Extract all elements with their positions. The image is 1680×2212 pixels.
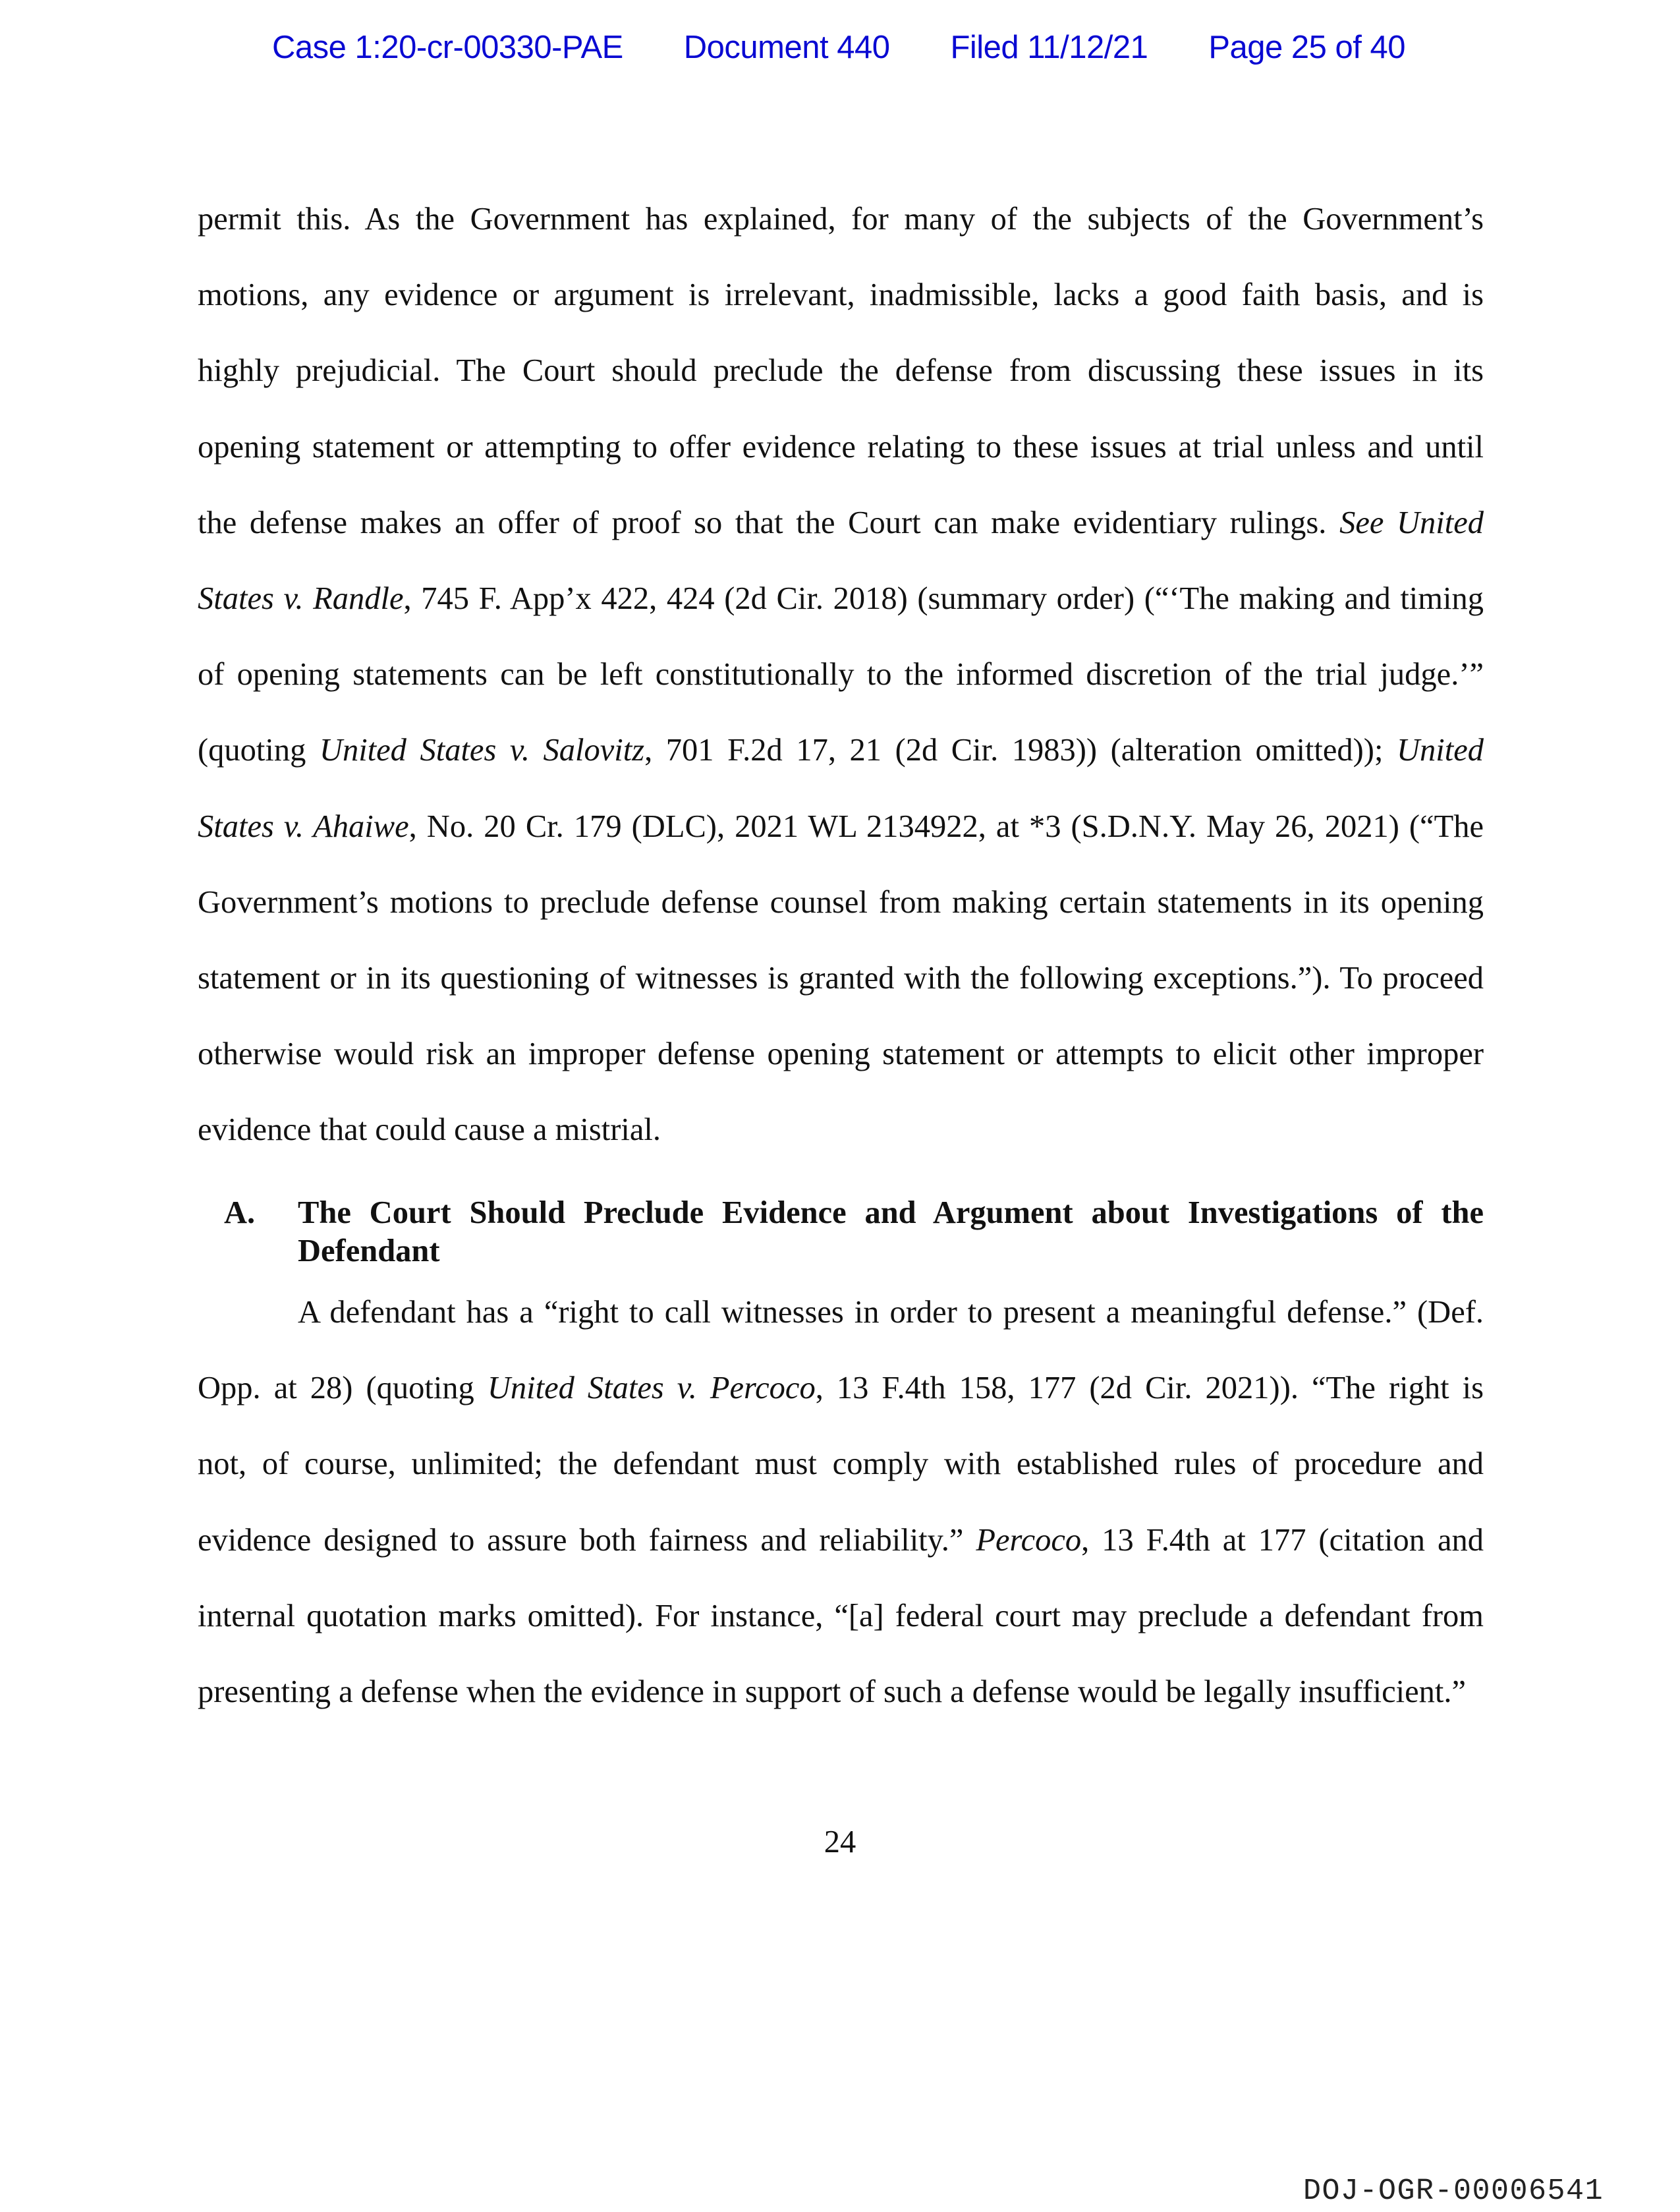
text-run: highly prejudicial. The Court should preclude the defense from discussing these issues in its — [198, 353, 1484, 389]
body-text-line — [198, 1031, 1484, 1077]
text-run: Government’s motions to preclude defense counsel from making certain statements in its opening — [198, 884, 1484, 920]
page-of-total: Page 25 of 40 — [1208, 30, 1405, 65]
text-run: not, of course, unlimited; the defendant must comply with established rules of procedure and — [198, 1446, 1484, 1482]
body-text-line — [198, 727, 1484, 774]
case-citation-italic: Percoco — [976, 1522, 1082, 1558]
case-citation-italic: States v. Randle — [198, 581, 404, 616]
text-run: opening statement or attempting to offer evidence relating to these issues at trial unless and until — [198, 429, 1484, 465]
body-text-line — [198, 955, 1484, 1002]
section-letter: A. — [224, 1195, 256, 1230]
case-citation-italic: States v. Ahaiwe — [198, 808, 409, 844]
text-run: motions, any evidence or argument is irrelevant, inadmissible, lacks a good faith basis, and is — [198, 277, 1484, 313]
section-heading-line: Defendant — [298, 1234, 440, 1268]
case-citation-italic: United States v. Percoco — [487, 1371, 816, 1406]
text-run: presenting a defense when the evidence in support of such a defense would be legally insufficient.” — [198, 1674, 1466, 1709]
body-text-line — [198, 1107, 1484, 1153]
text-run: the defense makes an offer of proof so that the Court can make evidentiary rulings. — [198, 505, 1340, 540]
body-text-line — [198, 1290, 1484, 1336]
case-citation-italic: United States v. Salovitz — [319, 733, 645, 768]
page-number: 24 — [824, 1825, 856, 1859]
body-text-line — [198, 652, 1484, 698]
text-run: A defendant has a “right to call witnesses in order to present a meaningful defense.” (Def. — [298, 1295, 1484, 1330]
case-citation-italic: See United — [1339, 505, 1484, 540]
case-citation-italic: United — [1396, 733, 1484, 768]
text-run: , 745 F. App’x 422, 424 (2d Cir. 2018) (summary order) (“‘The making and timing — [403, 581, 1484, 616]
text-run: internal quotation marks omitted). For instance, “[a] federal court may preclude a defendant from — [198, 1598, 1484, 1633]
ecf-filing-header — [272, 29, 1405, 69]
body-text-line — [198, 576, 1484, 622]
text-run: (quoting — [198, 733, 320, 768]
body-text-line — [198, 196, 1484, 242]
body-text-line — [198, 880, 1484, 926]
body-text-line — [198, 348, 1484, 394]
text-run: evidence designed to assure both fairness and reliability.” — [198, 1522, 976, 1558]
filed-date: Filed 11/12/21 — [950, 30, 1148, 65]
body-text-line — [198, 500, 1484, 546]
text-run: otherwise would risk an improper defense opening statement or attempts to elicit other improper — [198, 1036, 1484, 1072]
body-text-line — [198, 1365, 1484, 1411]
text-run: , 701 F.2d 17, 21 (2d Cir. 1983)) (alteration omitted)); — [644, 733, 1397, 768]
text-run: Opp. at 28) (quoting — [198, 1371, 488, 1406]
body-text-line — [198, 1441, 1484, 1487]
bates-number: DOJ-OGR-00006541 — [1303, 2174, 1604, 2208]
body-text-line — [198, 1669, 1484, 1715]
text-run: , 13 F.4th 158, 177 (2d Cir. 2021)). “The right is — [815, 1371, 1484, 1406]
body-text-line — [198, 272, 1484, 318]
text-run: permit this. As the Government has explained, for many of the subjects of the Government’s — [198, 202, 1484, 237]
document-number: Document 440 — [683, 30, 890, 65]
text-run: of opening statements can be left constitutionally to the informed discretion of the trial judge.’” — [198, 657, 1484, 693]
body-text-line — [198, 424, 1484, 470]
case-number: Case 1:20-cr-00330-PAE — [272, 30, 623, 65]
text-run: , No. 20 Cr. 179 (DLC), 2021 WL 2134922, at *3 (S.D.N.Y. May 26, 2021) (“The — [408, 808, 1484, 844]
body-text-line — [198, 804, 1484, 850]
section-heading-line: The Court Should Preclude Evidence and Argument about Investigations of the — [298, 1195, 1484, 1230]
text-run: , 13 F.4th at 177 (citation and — [1081, 1522, 1484, 1558]
body-text-line — [198, 1517, 1484, 1564]
text-run: evidence that could cause a mistrial. — [198, 1112, 661, 1148]
body-text-line — [198, 1593, 1484, 1639]
text-run: statement or in its questioning of witnesses is granted with the following exceptions.”). To proceed — [198, 961, 1484, 996]
